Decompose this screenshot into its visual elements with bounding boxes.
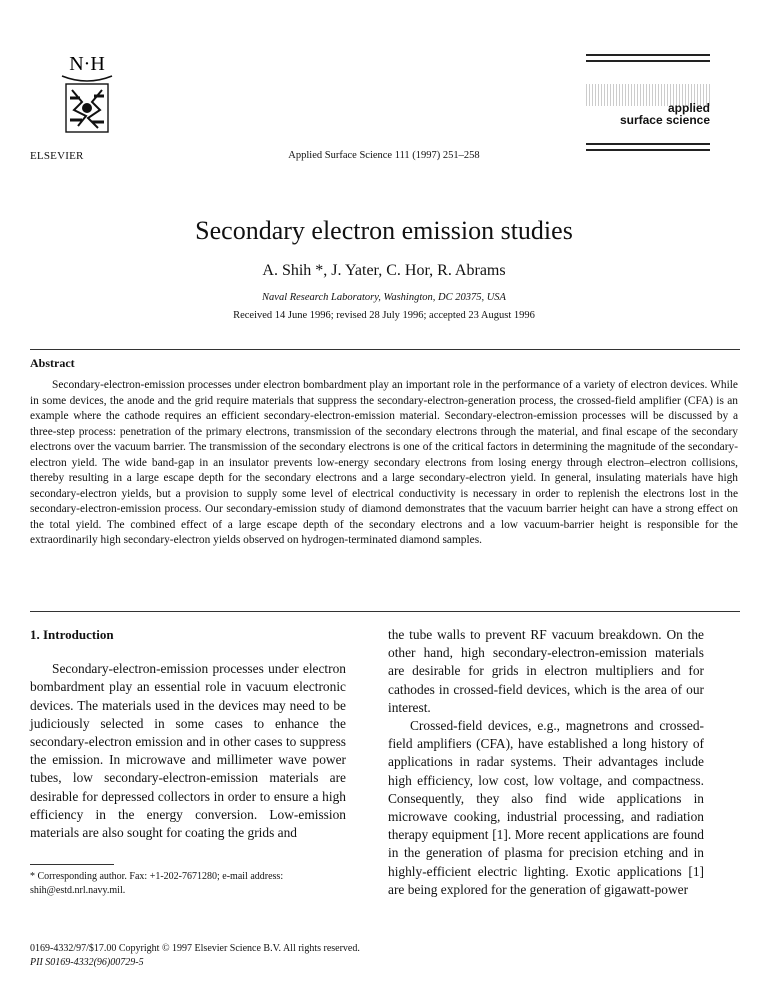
divider (586, 149, 710, 151)
journal-name (620, 102, 710, 126)
footnote-divider (30, 864, 114, 865)
journal-logo (586, 54, 710, 150)
divider (586, 54, 710, 56)
journal-name-line2: surface science (619, 113, 710, 127)
body-paragraph: Secondary-electron-emission processes under electron bombardment play an essential role in vacuum electronic devices. The materials used in the devices may need to be judiciously selected in some cases to enhance the secondary-electron emission and in other cases to suppress the emission. In microwave and millimeter wave power tubes, low secondary-electron-emission materials are desirable for depressed collectors in order to ensure a high efficiency in the energy conversion. Low-emission materials are also sought for coating the grids and (30, 661, 346, 841)
left-column (30, 626, 346, 842)
svg-text:N·H: N·H (69, 53, 105, 75)
divider (30, 349, 740, 350)
abstract-heading: Abstract (30, 356, 75, 370)
section-heading: 1. Introduction (30, 627, 114, 642)
body-paragraph: the tube walls to prevent RF vacuum breakdown. On the other hand, high secondary-electron-emission materials are desirable for grids in electron multipliers and for cathodes in crossed-field devices, which is the area of our interest. (388, 627, 704, 715)
body-paragraph: Crossed-field devices, e.g., magnetrons and crossed-field amplifiers (CFA), have established a long history of applications in radar systems. Their advantages include high efficiency, low cost, low voltage, and compactness. Consequently, they also find wide applications in microwave cooking, industrial processing, and radiation therapy equipment [1]. More recent applications are found in the generation of plasma for precision etching and in highly-efficient electric lighting. Exotic applications [1] are being explored for the generation of gigawatt-power (388, 718, 704, 897)
right-column (388, 626, 704, 899)
copyright-block (30, 942, 360, 970)
corresponding-author-footnote: * Corresponding author. Fax: +1-202-7671280; e-mail address: shih@estd.nrl.navy.mil. (30, 871, 284, 896)
abstract-text: Secondary-electron-emission processes under electron bombardment play an important role in the performance of a variety of electron devices. While in some devices, the anode and the grid require materials that suppress the secondary-electron-generation process, the crossed-field amplifier (CFA) is an example where the cathode requires an efficient secondary-electron-emission material. Secondary-electron-emission processes will be discussed by a three-step process: penetration of the primary electrons, transmission of the secondary electrons through the material, and final escape of the secondary electrons over the vacuum barrier. The transmission of the secondary electrons is one of the critical factors in determining the magnitude of the secondary-electron yield. The wide band-gap in an insulator prevents low-energy secondary electrons from losing energy through electron–electron collisions, thereby resulting in a large escape depth for the secondary electrons and a large secondary-electron yield. In general, insulating materials have high secondary-electron yields, but a provision to supply some level of electrical conductivity is necessary in order to replenish the electrons lost in the secondary-electron-emission process. Our secondary-emission study of diamond demonstrates that the vacuum barrier height can have a strong effect on the total yield. The combined effect of a large escape depth of the secondary electrons and a low vacuum-barrier height is responsible for the extraordinarily high secondary-electron yields observed on hydrogen-terminated diamond samples. (30, 379, 738, 546)
divider (30, 611, 740, 612)
copyright-line: 0169-4332/97/$17.00 Copyright © 1997 Elsevier Science B.V. All rights reserved. (30, 943, 360, 954)
journal-name-line1: applied (667, 101, 710, 115)
received-dates: Received 14 June 1996; revised 28 July 1996; accepted 23 August 1996 (233, 310, 535, 321)
paper-title: Secondary electron emission studies (195, 216, 573, 245)
pii-line: PII S0169-4332(96)00729-5 (30, 957, 144, 968)
author-list: A. Shih *, J. Yater, C. Hor, R. Abrams (262, 262, 506, 279)
journal-citation: Applied Surface Science 111 (1997) 251–258 (288, 150, 480, 161)
divider (586, 143, 710, 145)
publisher-logo (52, 50, 122, 142)
divider (586, 60, 710, 62)
elsevier-tree-icon (52, 50, 122, 142)
publisher-name: ELSEVIER (30, 150, 84, 162)
affiliation: Naval Research Laboratory, Washington, DC 20375, USA (262, 292, 506, 303)
